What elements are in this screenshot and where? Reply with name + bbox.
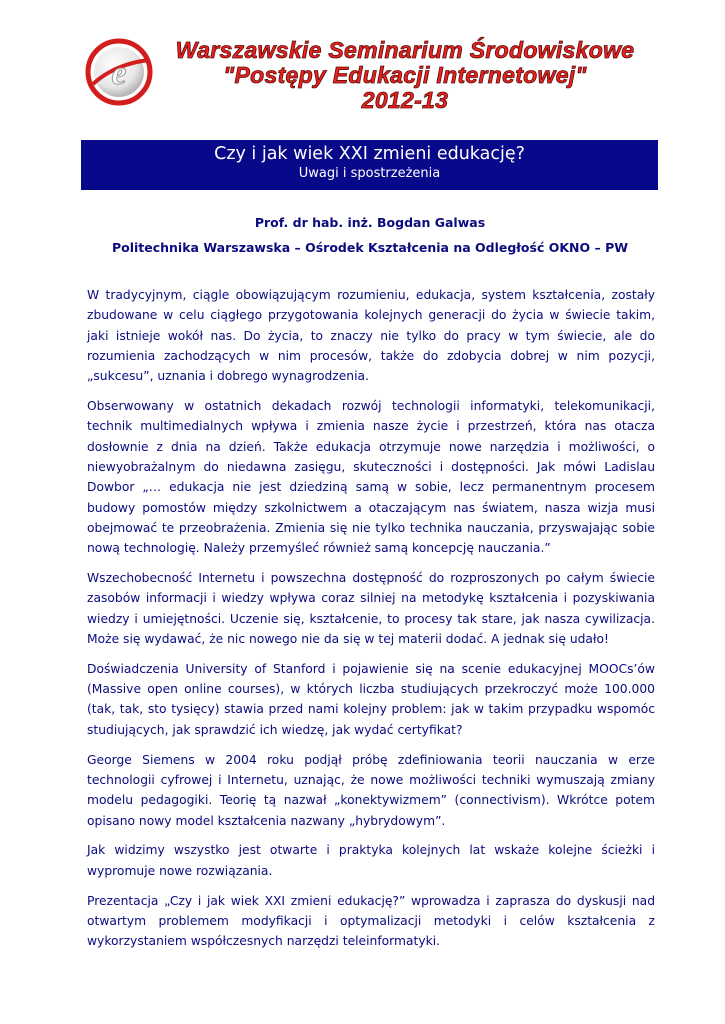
document-subtitle: Uwagi i spostrzeżenia <box>298 166 441 181</box>
paragraph: Jak widzimy wszystko jest otwarte i praktyka kolejnych lat wskaże kolejne ścieżki i wypromuje nowe rozwiązania. <box>87 843 655 878</box>
paragraph: W tradycyjnym, ciągle obowiązującym rozumieniu, edukacja, system kształcenia, zostały zbudowane w celu ciągłego przygotowania kolejnych generacji do życia w świecie takim, jaki istnieje wokół nas. Do życia, to znaczy nie tylko do pracy w tym świecie, ale do rozumienia zachodzących w nim procesów, także do zdobycia dobrej w nim pozycji, „sukcesu”, uznania i dobrego wynagrodzenia. <box>87 288 655 384</box>
paragraph: Prezentacja „Czy i jak wiek XXI zmieni edukację?” wprowadza i zaprasza do dyskusji nad otwartym problemem modyfikacji i optymalizacji metodyki i celów kształcenia z wykorzystaniem współczesnych narzędzi teleinformatyki. <box>87 893 655 949</box>
paragraph: George Siemens w 2004 roku podjął próbę zdefiniowania teorii nauczania w erze technologii cyfrowej i Internetu, uznając, że nowe możliwości techniki wymuszają zmiany modelu pedagogiki. Teorię tą nazwał „konektywizmem” (connectivism). Wkrótce potem opisano nowy model kształcenia nazwany „hybrydowym”. <box>87 752 655 828</box>
header-line-2: "Postępy Edukacji Internetowej" <box>223 62 587 88</box>
document-title: Czy i jak wiek XXI zmieni edukację? <box>214 144 525 164</box>
seminar-header <box>155 38 655 113</box>
paragraph: Obserwowany w ostatnich dekadach rozwój technologii informatyki, telekomunikacji, technik multimedialnych wpływa i zmienia nasze życie i przestrzeń, która nas otacza dosłownie z dnia na dzień. Także edukacja otrzymuje nowe narzędzia i możliwości, o niewyobrażalnym do niedawna zasięgu, skuteczności i dostępności. Jak mówi Ladislau Dowbor „… edukacja nie jest dziedziną samą w sobie, lecz permanentnym procesem budowy pomostów między szkolnictwem a otaczającym nas światem, nasza wizja musi obejmować te przeobrażenia. Zmienia się nie tylko technika nauczania, przyswajając sobie nową technologię. Należy przemyśleć również samą koncepcję nauczania.” <box>87 399 655 556</box>
paragraph: Wszechobecność Internetu i powszechna dostępność do rozproszonych po całym świecie zasobów informacji i wiedzy wpływa coraz silniej na metodykę kształcenia i pozyskiwania wiedzy i umiejętności. Uczenie się, kształcenie, to procesy tak stare, jak nasza cywilizacja. Może się wydawać, że nic nowego nie da się w tej materii dodać. A jednak się udało! <box>87 571 655 646</box>
title-banner <box>81 140 658 190</box>
document-body <box>87 285 655 961</box>
header-line-1: Warszawskie Seminarium Środowiskowe <box>175 37 635 63</box>
author-affiliation: Politechnika Warszawska – Ośrodek Kształcenia na Odległość OKNO – PW <box>111 240 629 255</box>
author-name: Prof. dr hab. inż. Bogdan Galwas <box>254 215 486 230</box>
paragraph: Doświadczenia University of Stanford i pojawienie się na scenie edukacyjnej MOOCs’ów (Massive open online courses), w których liczba studiujących przekroczyć może 100.000 (tak, tak, sto tysięcy) stawia przed nami kolejny problem: jak w takim przypadku wspomóc studiujących, jak sprawdzić ich wiedzę, jak wydać certyfikat? <box>87 661 655 737</box>
logo-letter: e <box>111 55 127 92</box>
e-learning-logo-icon <box>85 38 153 106</box>
header-line-3: 2012-13 <box>361 87 449 113</box>
